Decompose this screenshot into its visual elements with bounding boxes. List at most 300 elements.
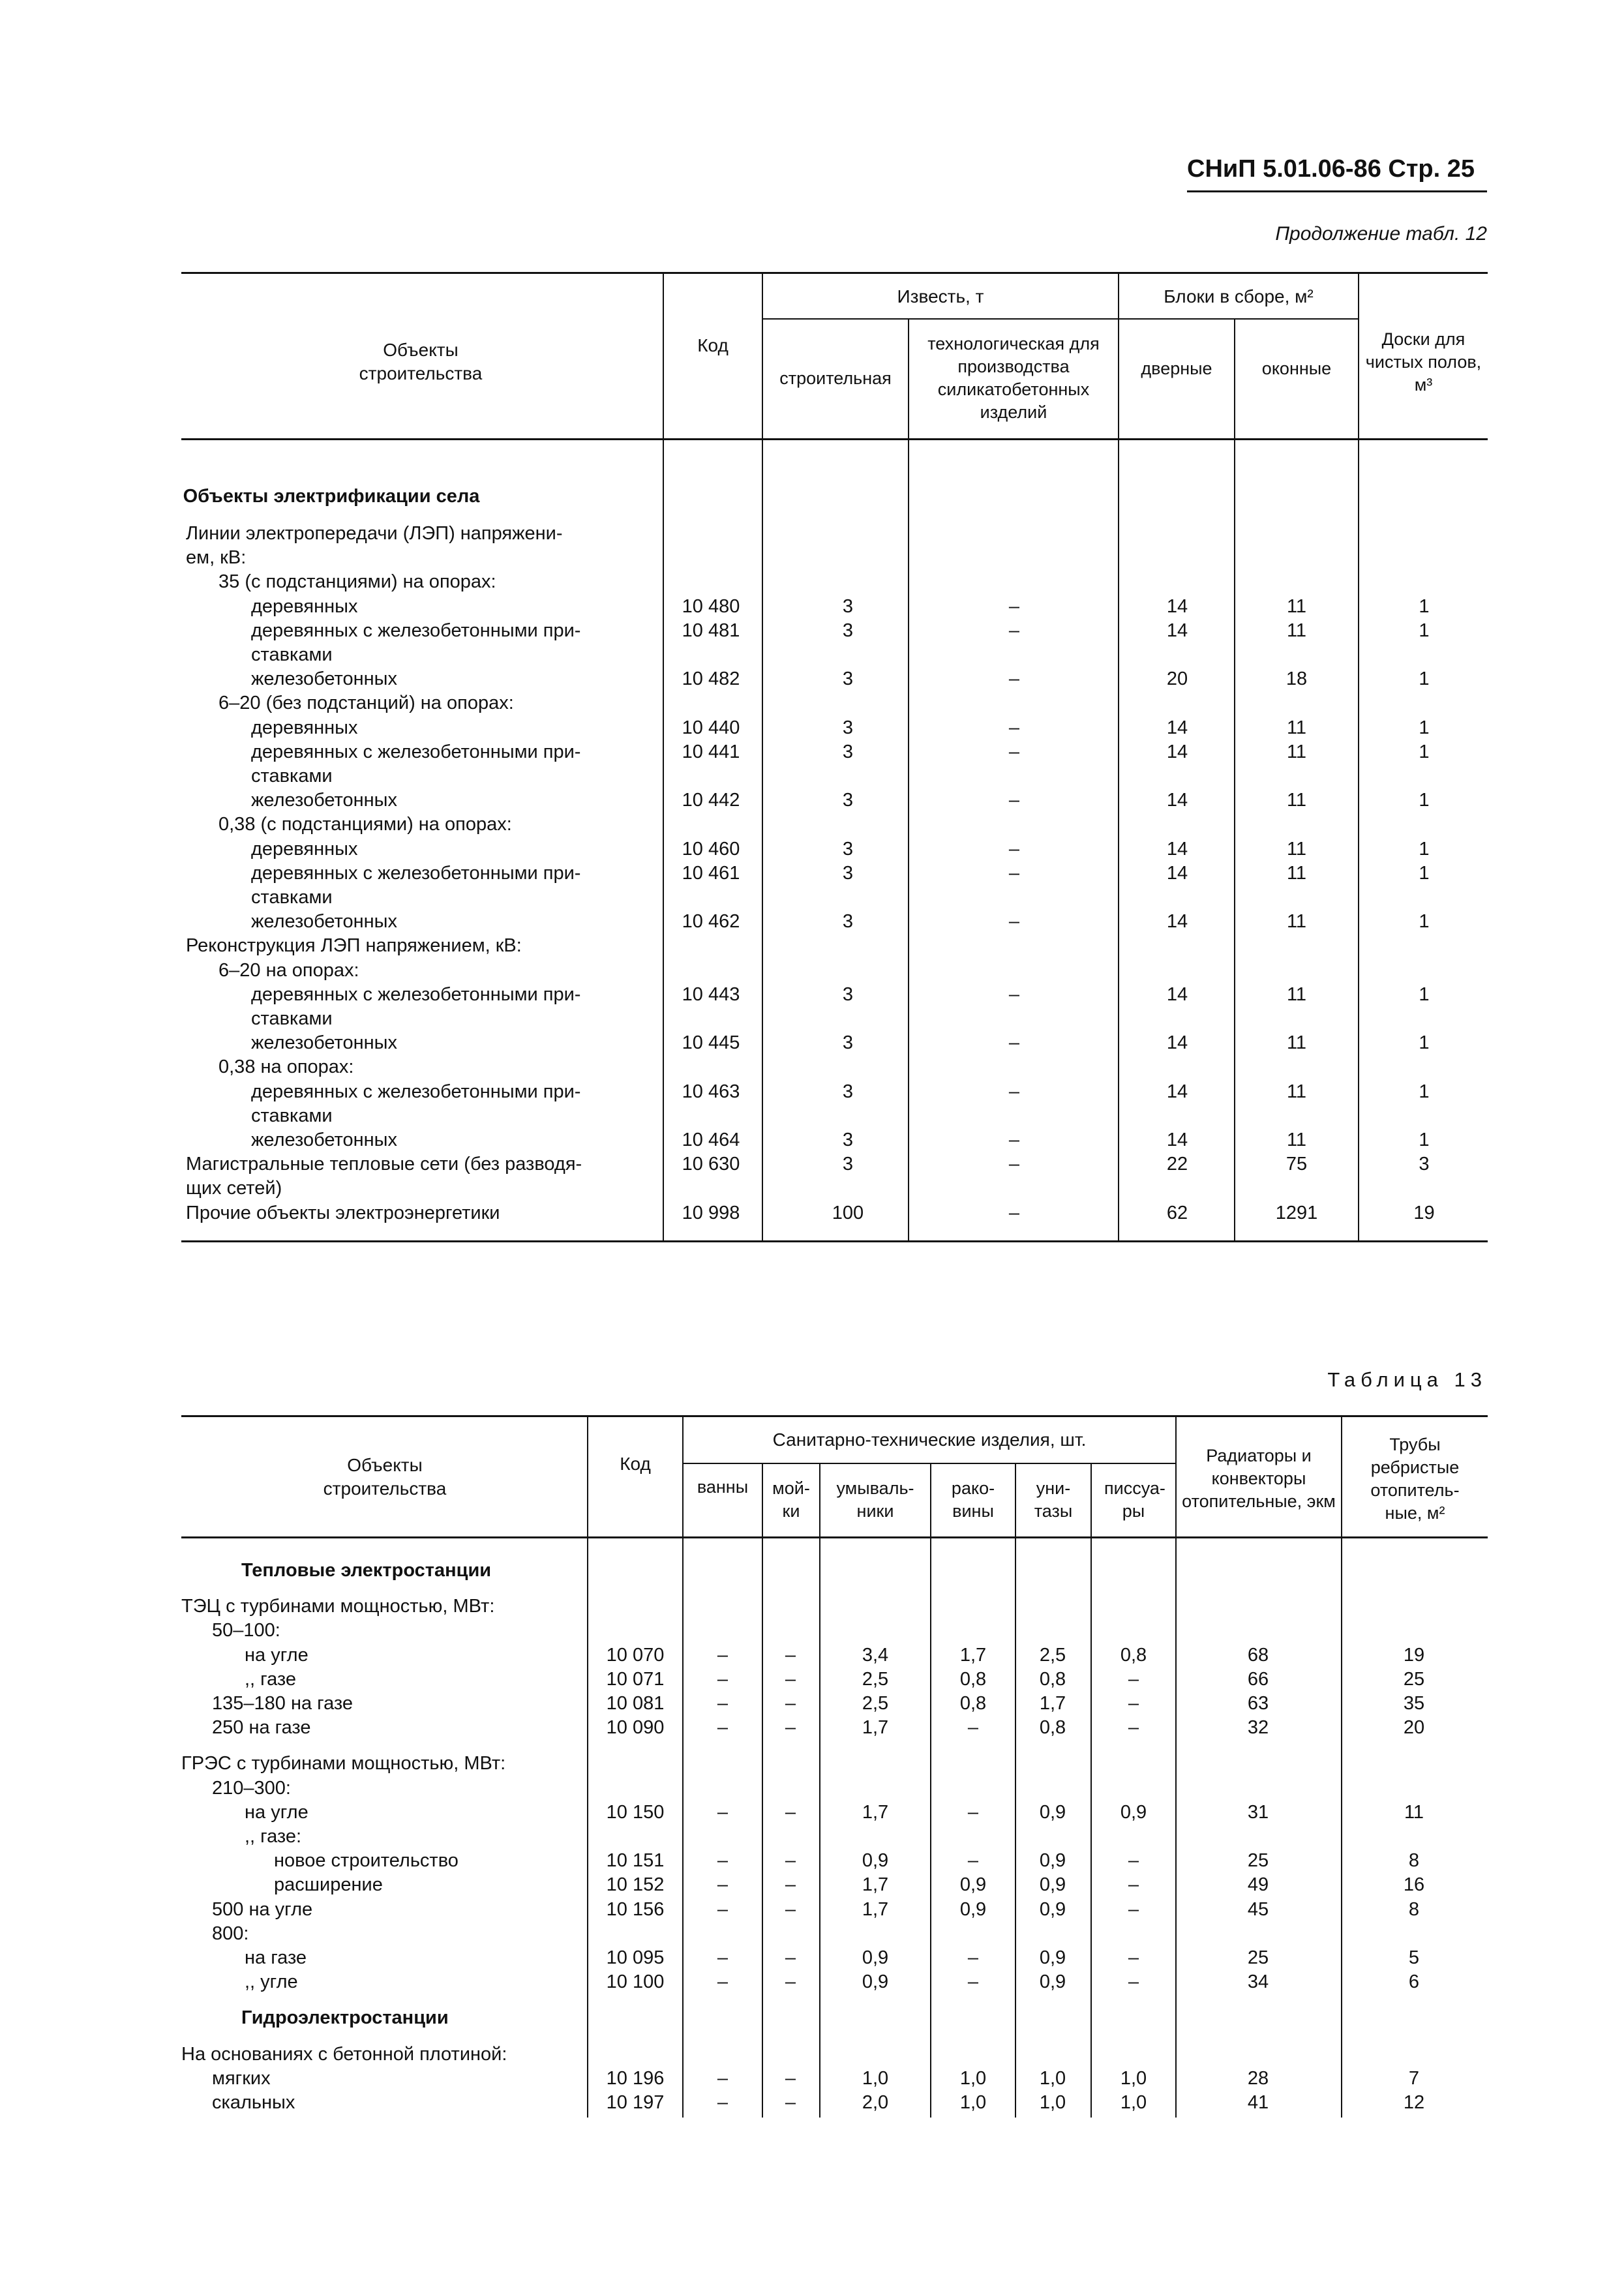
t12-header-code: Код [697, 335, 729, 355]
cell-washbasins: 2,5 [862, 1693, 889, 1714]
table-row [0, 1559, 1624, 1583]
cell-code: 10 090 [606, 1717, 665, 1739]
cell-door: 14 [1166, 1032, 1188, 1054]
cell-tech: – [1008, 595, 1020, 617]
table-row [0, 1668, 1624, 1692]
cell-baths: – [717, 1693, 729, 1714]
cell-toilets: 0,8 [1039, 1668, 1066, 1690]
row-name: деревянных с железобетонными при- [251, 620, 581, 641]
header-underline [1187, 190, 1487, 192]
t12-header-lime: Известь, т [897, 286, 984, 307]
section-title: Тепловые электростанции [241, 1560, 492, 1581]
cell-urinals: – [1128, 1898, 1139, 1920]
cell-boards: 1 [1419, 595, 1430, 617]
table-row [0, 2091, 1624, 2115]
cell-window: 75 [1286, 1154, 1308, 1175]
cell-tech: – [1008, 668, 1020, 690]
table-row [0, 1176, 1624, 1201]
cell-radiators: 63 [1247, 1693, 1269, 1714]
cell-shells: 0,8 [959, 1693, 987, 1714]
cell-baths: – [717, 1644, 729, 1666]
cell-door: 14 [1166, 983, 1188, 1005]
t12-header-blocks-window: оконные [1261, 358, 1332, 378]
row-name: новое строительство [274, 1850, 459, 1872]
cell-pipes: 25 [1403, 1668, 1425, 1690]
cell-radiators: 32 [1247, 1717, 1269, 1739]
table-row [0, 643, 1624, 667]
table-row [0, 1152, 1624, 1176]
row-name: ем, кВ: [186, 547, 247, 569]
cell-toilets: 2,5 [1039, 1644, 1066, 1666]
cell-window: 11 [1286, 1130, 1307, 1150]
cell-pipes: 11 [1404, 1801, 1424, 1823]
row-name: мягких [212, 2067, 271, 2089]
cell-urinals: – [1128, 1971, 1139, 1993]
cell-shells: 1,0 [959, 2092, 987, 2113]
table-row [0, 813, 1624, 837]
table-row [0, 691, 1624, 715]
cell-boards: 1 [1419, 838, 1430, 860]
cell-lime: 3 [842, 1032, 854, 1054]
cell-tech: – [1008, 983, 1020, 1005]
row-name: щих сетей) [186, 1178, 282, 1199]
cell-lime: 3 [842, 595, 854, 617]
cell-sinks: – [785, 1874, 796, 1896]
table-13-title: Таблица 13 [1327, 1368, 1487, 1391]
cell-door: 20 [1166, 668, 1188, 690]
cell-toilets: 0,9 [1039, 1850, 1066, 1872]
cell-boards: 1 [1419, 862, 1430, 884]
table-continuation-note: Продолжение табл. 12 [1275, 223, 1487, 245]
cell-lime: 3 [842, 911, 854, 933]
cell-boards: 1 [1419, 668, 1430, 690]
t13-header-toilets: уни-тазы [1034, 1478, 1073, 1521]
t12-header-blocks-door: дверные [1141, 358, 1212, 378]
cell-urinals: 1,0 [1120, 2067, 1147, 2089]
table-row [0, 1922, 1624, 1946]
row-name: ставками [251, 766, 333, 786]
table-row [0, 886, 1624, 910]
cell-code: 10 445 [682, 1032, 740, 1054]
row-name: 0,38 на опорах: [218, 1056, 354, 1078]
row-name: железобетонных [251, 1032, 397, 1054]
table-row [0, 910, 1624, 934]
t13-header-urinals: писсуа-ры [1104, 1478, 1165, 1521]
cell-code: 10 460 [682, 838, 740, 860]
cell-toilets: 1,0 [1039, 2092, 1066, 2113]
cell-washbasins: 1,7 [862, 1801, 889, 1823]
row-name: деревянных с железобетонными при- [251, 741, 581, 762]
t13-header-pipes: Трубы ребристые отопитель-ные, м² [1370, 1434, 1460, 1523]
cell-code: 10 630 [682, 1154, 740, 1175]
row-name: 6–20 на опорах: [218, 959, 359, 981]
cell-door: 14 [1166, 790, 1188, 811]
t12-header-lime-tech: технологическая для производства силикатобетонных изделий [927, 334, 1100, 422]
cell-shells: – [967, 1717, 979, 1739]
cell-pipes: 8 [1408, 1850, 1420, 1872]
table-row [0, 716, 1624, 740]
cell-boards: 1 [1419, 620, 1430, 641]
cell-radiators: 41 [1247, 2092, 1269, 2113]
cell-code: 10 071 [606, 1668, 665, 1690]
cell-lime: 3 [842, 1130, 854, 1150]
cell-window: 11 [1286, 741, 1307, 762]
cell-washbasins: 0,9 [862, 1850, 889, 1872]
cell-lime: 3 [842, 620, 854, 641]
t13-header-objects: Объекты строительства [323, 1455, 447, 1499]
row-name: Магистральные тепловые сети (без разводя- [186, 1154, 582, 1175]
cell-toilets: 0,9 [1039, 1971, 1066, 1993]
row-name: 800: [212, 1923, 249, 1944]
cell-boards: 1 [1419, 1081, 1430, 1102]
row-name: 50–100: [212, 1620, 280, 1641]
cell-baths: – [717, 1717, 729, 1739]
table-row [0, 788, 1624, 813]
cell-window: 11 [1286, 838, 1307, 860]
cell-sinks: – [785, 1801, 796, 1823]
row-name: расширение [274, 1874, 383, 1896]
row-name: 6–20 (без подстанций) на опорах: [218, 693, 514, 714]
cell-pipes: 12 [1403, 2092, 1425, 2113]
table-row [0, 1970, 1624, 1994]
table-12-header-bottom-rule [181, 438, 1488, 440]
cell-window: 1291 [1275, 1202, 1318, 1223]
cell-sinks: – [785, 1947, 796, 1968]
cell-code: 10 481 [682, 620, 740, 641]
row-name: ,, газе [245, 1668, 297, 1690]
cell-tech: – [1008, 1202, 1020, 1223]
cell-toilets: 1,0 [1039, 2067, 1066, 2089]
table-13-top-rule [181, 1415, 1488, 1417]
cell-toilets: 0,8 [1039, 1717, 1066, 1739]
cell-boards: 1 [1419, 911, 1430, 933]
cell-washbasins: 1,7 [862, 1874, 889, 1896]
cell-boards: 1 [1419, 790, 1430, 811]
cell-window: 11 [1286, 717, 1307, 738]
cell-radiators: 28 [1247, 2067, 1269, 2089]
table-12-subheader-rule [762, 318, 1359, 320]
table-row [0, 740, 1624, 764]
table-row [0, 837, 1624, 861]
cell-boards: 1 [1419, 1130, 1430, 1150]
t12-header-objects: Объекты строительства [359, 340, 483, 383]
table-row [0, 2006, 1624, 2030]
cell-code: 10 081 [606, 1693, 665, 1714]
t13-header-baths: ванны [697, 1476, 749, 1497]
cell-pipes: 5 [1408, 1947, 1420, 1968]
cell-shells: – [967, 1947, 979, 1968]
table-13-header-bottom-rule [181, 1536, 1488, 1538]
table-row [0, 1007, 1624, 1031]
cell-washbasins: 1,0 [862, 2067, 889, 2089]
table-row [0, 1849, 1624, 1873]
cell-shells: – [967, 1850, 979, 1872]
cell-boards: 1 [1419, 741, 1430, 762]
cell-tech: – [1008, 1130, 1020, 1150]
cell-radiators: 49 [1247, 1874, 1269, 1896]
row-name: деревянных с железобетонными при- [251, 1081, 581, 1102]
cell-washbasins: 1,7 [862, 1898, 889, 1920]
cell-door: 14 [1166, 1081, 1188, 1102]
cell-washbasins: 1,7 [862, 1717, 889, 1739]
cell-door: 14 [1166, 838, 1188, 860]
table-12-top-rule [181, 272, 1488, 274]
cell-pipes: 20 [1403, 1717, 1425, 1739]
cell-door: 14 [1166, 911, 1188, 933]
t13-header-sanitary: Санитарно-технические изделия, шт. [772, 1430, 1087, 1450]
t12-section-title: Объекты электрификации села [183, 486, 480, 507]
cell-window: 11 [1286, 620, 1307, 641]
cell-urinals: – [1128, 1850, 1139, 1872]
row-name: 250 на газе [212, 1717, 311, 1739]
cell-door: 14 [1166, 741, 1188, 762]
t12-header-lime-construction: строительная [779, 368, 892, 388]
row-name: 0,38 (с подстанциями) на опорах: [218, 814, 512, 835]
cell-urinals: 0,8 [1120, 1644, 1147, 1666]
cell-lime: 3 [842, 862, 854, 884]
cell-door: 14 [1166, 620, 1188, 641]
row-name: деревянных с железобетонными при- [251, 983, 581, 1005]
table-row [0, 522, 1624, 546]
table-row [0, 1104, 1624, 1128]
row-name: 135–180 на газе [212, 1693, 353, 1714]
row-name: Реконструкция ЛЭП напряжением, кВ: [186, 935, 522, 957]
cell-code: 10 461 [682, 862, 740, 884]
cell-lime: 3 [842, 983, 854, 1005]
cell-radiators: 45 [1247, 1898, 1269, 1920]
table-row [0, 1080, 1624, 1104]
table-row [0, 1643, 1624, 1668]
cell-boards: 1 [1419, 717, 1430, 738]
cell-tech: – [1008, 790, 1020, 811]
cell-pipes: 8 [1408, 1898, 1420, 1920]
table-row [0, 1201, 1624, 1225]
t13-header-radiators: Радиаторы и конвекторы отопительные, экм [1182, 1446, 1336, 1511]
cell-code: 10 151 [606, 1850, 665, 1872]
cell-shells: – [967, 1971, 979, 1993]
cell-code: 10 442 [682, 790, 740, 811]
table-row [0, 619, 1624, 643]
cell-urinals: – [1128, 1717, 1139, 1739]
row-name: на газе [245, 1947, 307, 1968]
cell-code: 10 196 [606, 2067, 665, 2089]
cell-radiators: 66 [1247, 1668, 1269, 1690]
cell-lime: 3 [842, 717, 854, 738]
cell-baths: – [717, 1898, 729, 1920]
cell-radiators: 25 [1247, 1947, 1269, 1968]
table-row [0, 983, 1624, 1007]
t13-header-code: Код [620, 1454, 651, 1474]
row-name: Линии электропередачи (ЛЭП) напряжени- [186, 523, 563, 544]
cell-code: 10 440 [682, 717, 740, 738]
cell-toilets: 0,9 [1039, 1874, 1066, 1896]
cell-washbasins: 3,4 [862, 1644, 889, 1666]
cell-tech: – [1008, 911, 1020, 933]
cell-pipes: 7 [1408, 2067, 1420, 2089]
cell-tech: – [1008, 862, 1020, 884]
cell-door: 14 [1166, 717, 1188, 738]
cell-window: 11 [1286, 790, 1307, 811]
t12-header-boards: Доски для чистых полов, м³ [1365, 329, 1482, 395]
cell-sinks: – [785, 1668, 796, 1690]
cell-toilets: 0,9 [1039, 1947, 1066, 1968]
table-row [0, 2043, 1624, 2067]
cell-window: 11 [1286, 1032, 1307, 1054]
cell-urinals: – [1128, 1693, 1139, 1714]
cell-lime: 3 [842, 790, 854, 811]
cell-window: 18 [1286, 668, 1308, 690]
row-name: ГРЭС с турбинами мощностью, МВт: [181, 1753, 506, 1774]
cell-lime: 3 [842, 1154, 854, 1175]
cell-radiators: 34 [1247, 1971, 1269, 1993]
cell-window: 11 [1286, 862, 1307, 884]
cell-sinks: – [785, 1644, 796, 1666]
cell-radiators: 31 [1247, 1801, 1269, 1823]
cell-boards: 1 [1419, 983, 1430, 1005]
cell-code: 10 197 [606, 2092, 665, 2113]
table-row [0, 2067, 1624, 2091]
cell-lime: 100 [832, 1202, 864, 1223]
table-row [0, 1716, 1624, 1740]
cell-baths: – [717, 1971, 729, 1993]
table-row [0, 1595, 1624, 1619]
row-name: на угле [245, 1801, 308, 1823]
row-name: ставками [251, 1105, 333, 1126]
cell-radiators: 68 [1247, 1644, 1269, 1666]
cell-washbasins: 0,9 [862, 1971, 889, 1993]
row-name: 500 на угле [212, 1898, 313, 1920]
row-name: На основаниях с бетонной плотиной: [181, 2043, 507, 2065]
t13-header-washbasins: умываль-ники [836, 1478, 914, 1521]
cell-washbasins: 0,9 [862, 1947, 889, 1968]
t12-header-blocks: Блоки в сборе, м² [1164, 286, 1314, 307]
table-row [0, 1946, 1624, 1970]
table-row [0, 1776, 1624, 1801]
cell-baths: – [717, 2092, 729, 2113]
cell-lime: 3 [842, 838, 854, 860]
cell-door: 14 [1166, 595, 1188, 617]
cell-code: 10 152 [606, 1874, 665, 1896]
cell-tech: – [1008, 620, 1020, 641]
cell-pipes: 35 [1403, 1693, 1425, 1714]
cell-boards: 19 [1413, 1202, 1435, 1223]
cell-tech: – [1008, 838, 1020, 860]
table-row [0, 546, 1624, 570]
row-name: 210–300: [212, 1777, 291, 1799]
row-name: на угле [245, 1644, 308, 1666]
cell-pipes: 16 [1403, 1874, 1425, 1896]
cell-window: 11 [1286, 911, 1307, 933]
cell-code: 10 464 [682, 1130, 740, 1150]
row-name: ,, газе: [245, 1826, 302, 1847]
table-row [0, 1031, 1624, 1055]
table-row [0, 1752, 1624, 1776]
cell-shells: 0,8 [959, 1668, 987, 1690]
cell-sinks: – [785, 1693, 796, 1714]
cell-urinals: – [1128, 1874, 1139, 1896]
table-row [0, 1873, 1624, 1897]
cell-shells: 0,9 [959, 1874, 987, 1896]
table-row [0, 595, 1624, 619]
cell-pipes: 6 [1408, 1971, 1420, 1993]
cell-urinals: 0,9 [1120, 1801, 1147, 1823]
cell-code: 10 156 [606, 1898, 665, 1920]
row-name: ТЭЦ с турбинами мощностью, МВт: [181, 1596, 495, 1617]
row-name: деревянных [251, 595, 358, 617]
t13-header-sinks: мой-ки [772, 1478, 810, 1521]
cell-door: 62 [1166, 1202, 1188, 1223]
table-row [0, 1801, 1624, 1825]
table-row [0, 570, 1624, 594]
cell-code: 10 998 [682, 1202, 740, 1223]
row-name: ставками [251, 1008, 333, 1029]
cell-code: 10 462 [682, 911, 740, 933]
table-row [0, 1898, 1624, 1922]
table-row [0, 1128, 1624, 1152]
cell-sinks: – [785, 2092, 796, 2113]
row-name: скальных [212, 2092, 295, 2113]
cell-code: 10 463 [682, 1081, 740, 1102]
section-title: Гидроэлектростанции [241, 2007, 449, 2029]
cell-washbasins: 2,5 [862, 1668, 889, 1690]
document-reference: СНиП 5.01.06-86 Стр. 25 [1187, 155, 1475, 183]
cell-door: 14 [1166, 862, 1188, 884]
cell-shells: 1,7 [959, 1644, 987, 1666]
cell-code: 10 480 [682, 595, 740, 617]
cell-baths: – [717, 1850, 729, 1872]
cell-code: 10 100 [606, 1971, 665, 1993]
row-name: железобетонных [251, 790, 397, 811]
table-row [0, 1692, 1624, 1716]
row-name: ,, угле [245, 1971, 298, 1993]
table-12-bottom-rule [181, 1240, 1488, 1242]
cell-toilets: 0,9 [1039, 1801, 1066, 1823]
cell-sinks: – [785, 1717, 796, 1739]
cell-code: 10 443 [682, 983, 740, 1005]
cell-baths: – [717, 1801, 729, 1823]
cell-urinals: 1,0 [1120, 2092, 1147, 2113]
table-13-subheader-rule [682, 1463, 1175, 1464]
cell-tech: – [1008, 1081, 1020, 1102]
t13-header-shells: рако-вины [951, 1478, 995, 1521]
table-row [0, 1619, 1624, 1643]
row-name: железобетонных [251, 668, 397, 690]
cell-toilets: 1,7 [1039, 1693, 1066, 1714]
table-row [0, 1055, 1624, 1079]
cell-tech: – [1008, 1032, 1020, 1054]
cell-shells: – [967, 1801, 979, 1823]
cell-code: 10 441 [682, 741, 740, 762]
cell-boards: 3 [1419, 1154, 1430, 1175]
table-row [0, 764, 1624, 788]
cell-lime: 3 [842, 1081, 854, 1102]
cell-code: 10 070 [606, 1644, 665, 1666]
row-name: ставками [251, 887, 333, 908]
table-row [0, 667, 1624, 691]
cell-toilets: 0,9 [1039, 1898, 1066, 1920]
cell-window: 11 [1286, 983, 1307, 1005]
cell-tech: – [1008, 1154, 1020, 1175]
cell-code: 10 482 [682, 668, 740, 690]
row-name: Прочие объекты электроэнергетики [186, 1202, 500, 1223]
cell-pipes: 19 [1403, 1644, 1425, 1666]
cell-urinals: – [1128, 1668, 1139, 1690]
cell-tech: – [1008, 741, 1020, 762]
cell-sinks: – [785, 1898, 796, 1920]
cell-door: 14 [1166, 1130, 1188, 1150]
row-name: 35 (с подстанциями) на опорах: [218, 571, 496, 593]
cell-urinals: – [1128, 1947, 1139, 1968]
